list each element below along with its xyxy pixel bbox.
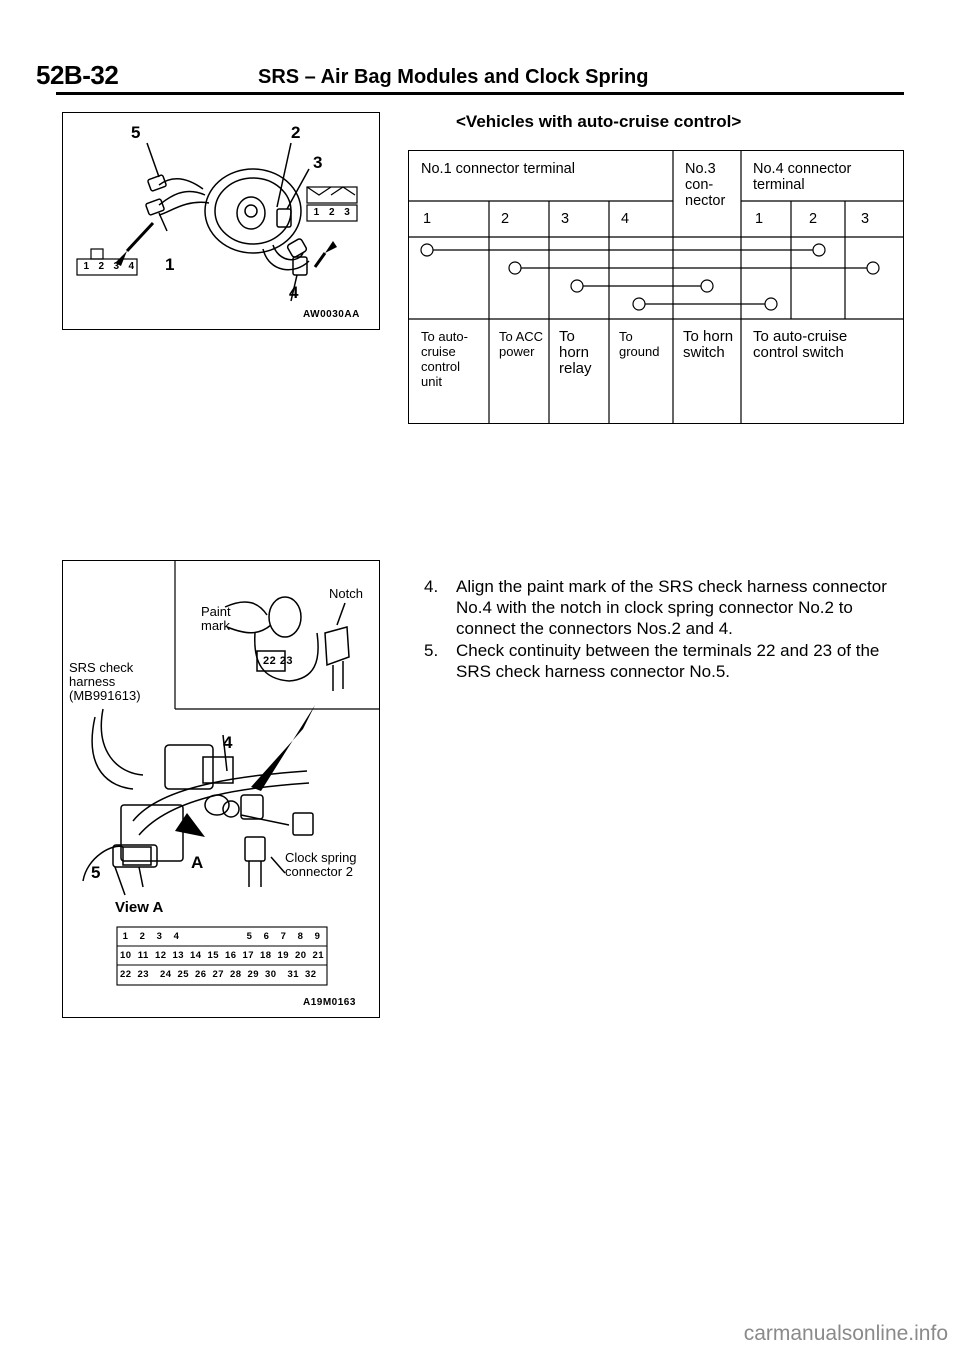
notch-label: Notch	[329, 586, 363, 601]
callout-4-harness: 4	[223, 733, 233, 752]
top-connector-pins: 22 23	[263, 655, 294, 667]
callout-5-harness: 5	[91, 863, 101, 882]
callout-5: 5	[131, 123, 141, 142]
callout-view-a: A	[191, 853, 204, 872]
callout-4: 4	[289, 283, 299, 302]
clock-spring-figure	[62, 112, 380, 330]
figure-code: AW0030AA	[303, 309, 360, 320]
clock-spring-illustration	[63, 113, 379, 329]
left-connector-pins: 1 2 3 4	[83, 261, 135, 272]
paint-mark-label: Paint mark	[201, 604, 231, 633]
table-title: <Vehicles with auto-cruise control>	[456, 112, 742, 131]
harness-label: SRS check harness (MB991613)	[69, 660, 141, 703]
dest-auto-cruise-switch: To auto-cruise control switch	[753, 328, 848, 361]
dest-horn-relay: To horn relay	[559, 328, 592, 377]
section-title: SRS – Air Bag Modules and Clock Spring	[258, 66, 649, 88]
dest-horn-switch: To horn switch	[683, 328, 734, 361]
step-number: 4.	[424, 577, 439, 596]
no4-terminal-3: 3	[861, 211, 870, 227]
no3-connector-header: No.3 con- nector	[685, 161, 726, 209]
pin-key-notch	[185, 931, 241, 942]
check-harness-figure	[62, 560, 380, 1018]
callout-1: 1	[165, 255, 175, 274]
connector-table	[408, 150, 904, 424]
pin-row-2: 10 11 12 13 14 15 16 17 18 19 20 21	[119, 950, 325, 961]
no4-terminal-1: 1	[755, 211, 764, 227]
step-4	[424, 576, 904, 639]
step-number: 5.	[424, 641, 439, 660]
step-text: Align the paint mark of the SRS check harness connector No.4 with the notch in clock spring connector No.2 to connect the connectors Nos.2 and 4.	[456, 577, 887, 638]
no1-connector-header: No.1 connector terminal	[421, 161, 575, 177]
step-text: Check continuity between the terminals 22 and 23 of the SRS check harness connector No.5.	[456, 641, 880, 681]
dest-ground: To ground	[619, 329, 660, 359]
no1-terminal-4: 4	[621, 211, 630, 227]
page-number: 52B-32	[36, 60, 119, 90]
step-5	[424, 640, 904, 682]
procedure-steps	[424, 576, 904, 683]
no1-terminal-3: 3	[561, 211, 570, 227]
page-header	[36, 58, 904, 94]
dest-auto-cruise-unit: To auto- cruise control unit	[421, 329, 468, 389]
watermark: carmanualsonline.info	[743, 1322, 948, 1345]
dest-acc-power: To ACC power	[499, 329, 544, 359]
view-a-label: View A	[115, 899, 164, 916]
no4-connector-header: No.4 connector terminal	[753, 161, 852, 193]
pin-row-3: 22 23 24 25 26 27 28 29 30 31 32	[119, 969, 317, 980]
no1-terminal-1: 1	[423, 211, 432, 227]
no1-terminal-2: 2	[501, 211, 510, 227]
header-rule	[56, 92, 904, 95]
callout-3: 3	[313, 153, 323, 172]
clock-spring-connector-label: Clock spring connector 2	[285, 850, 357, 879]
pin-row-1: 1 2 3 4 5 6 7 8 9	[122, 931, 321, 942]
no4-terminal-2: 2	[809, 211, 818, 227]
right-connector-pins: 1 2 3	[313, 207, 351, 218]
figure-code-2: A19M0163	[303, 997, 356, 1008]
callout-2: 2	[291, 123, 301, 142]
